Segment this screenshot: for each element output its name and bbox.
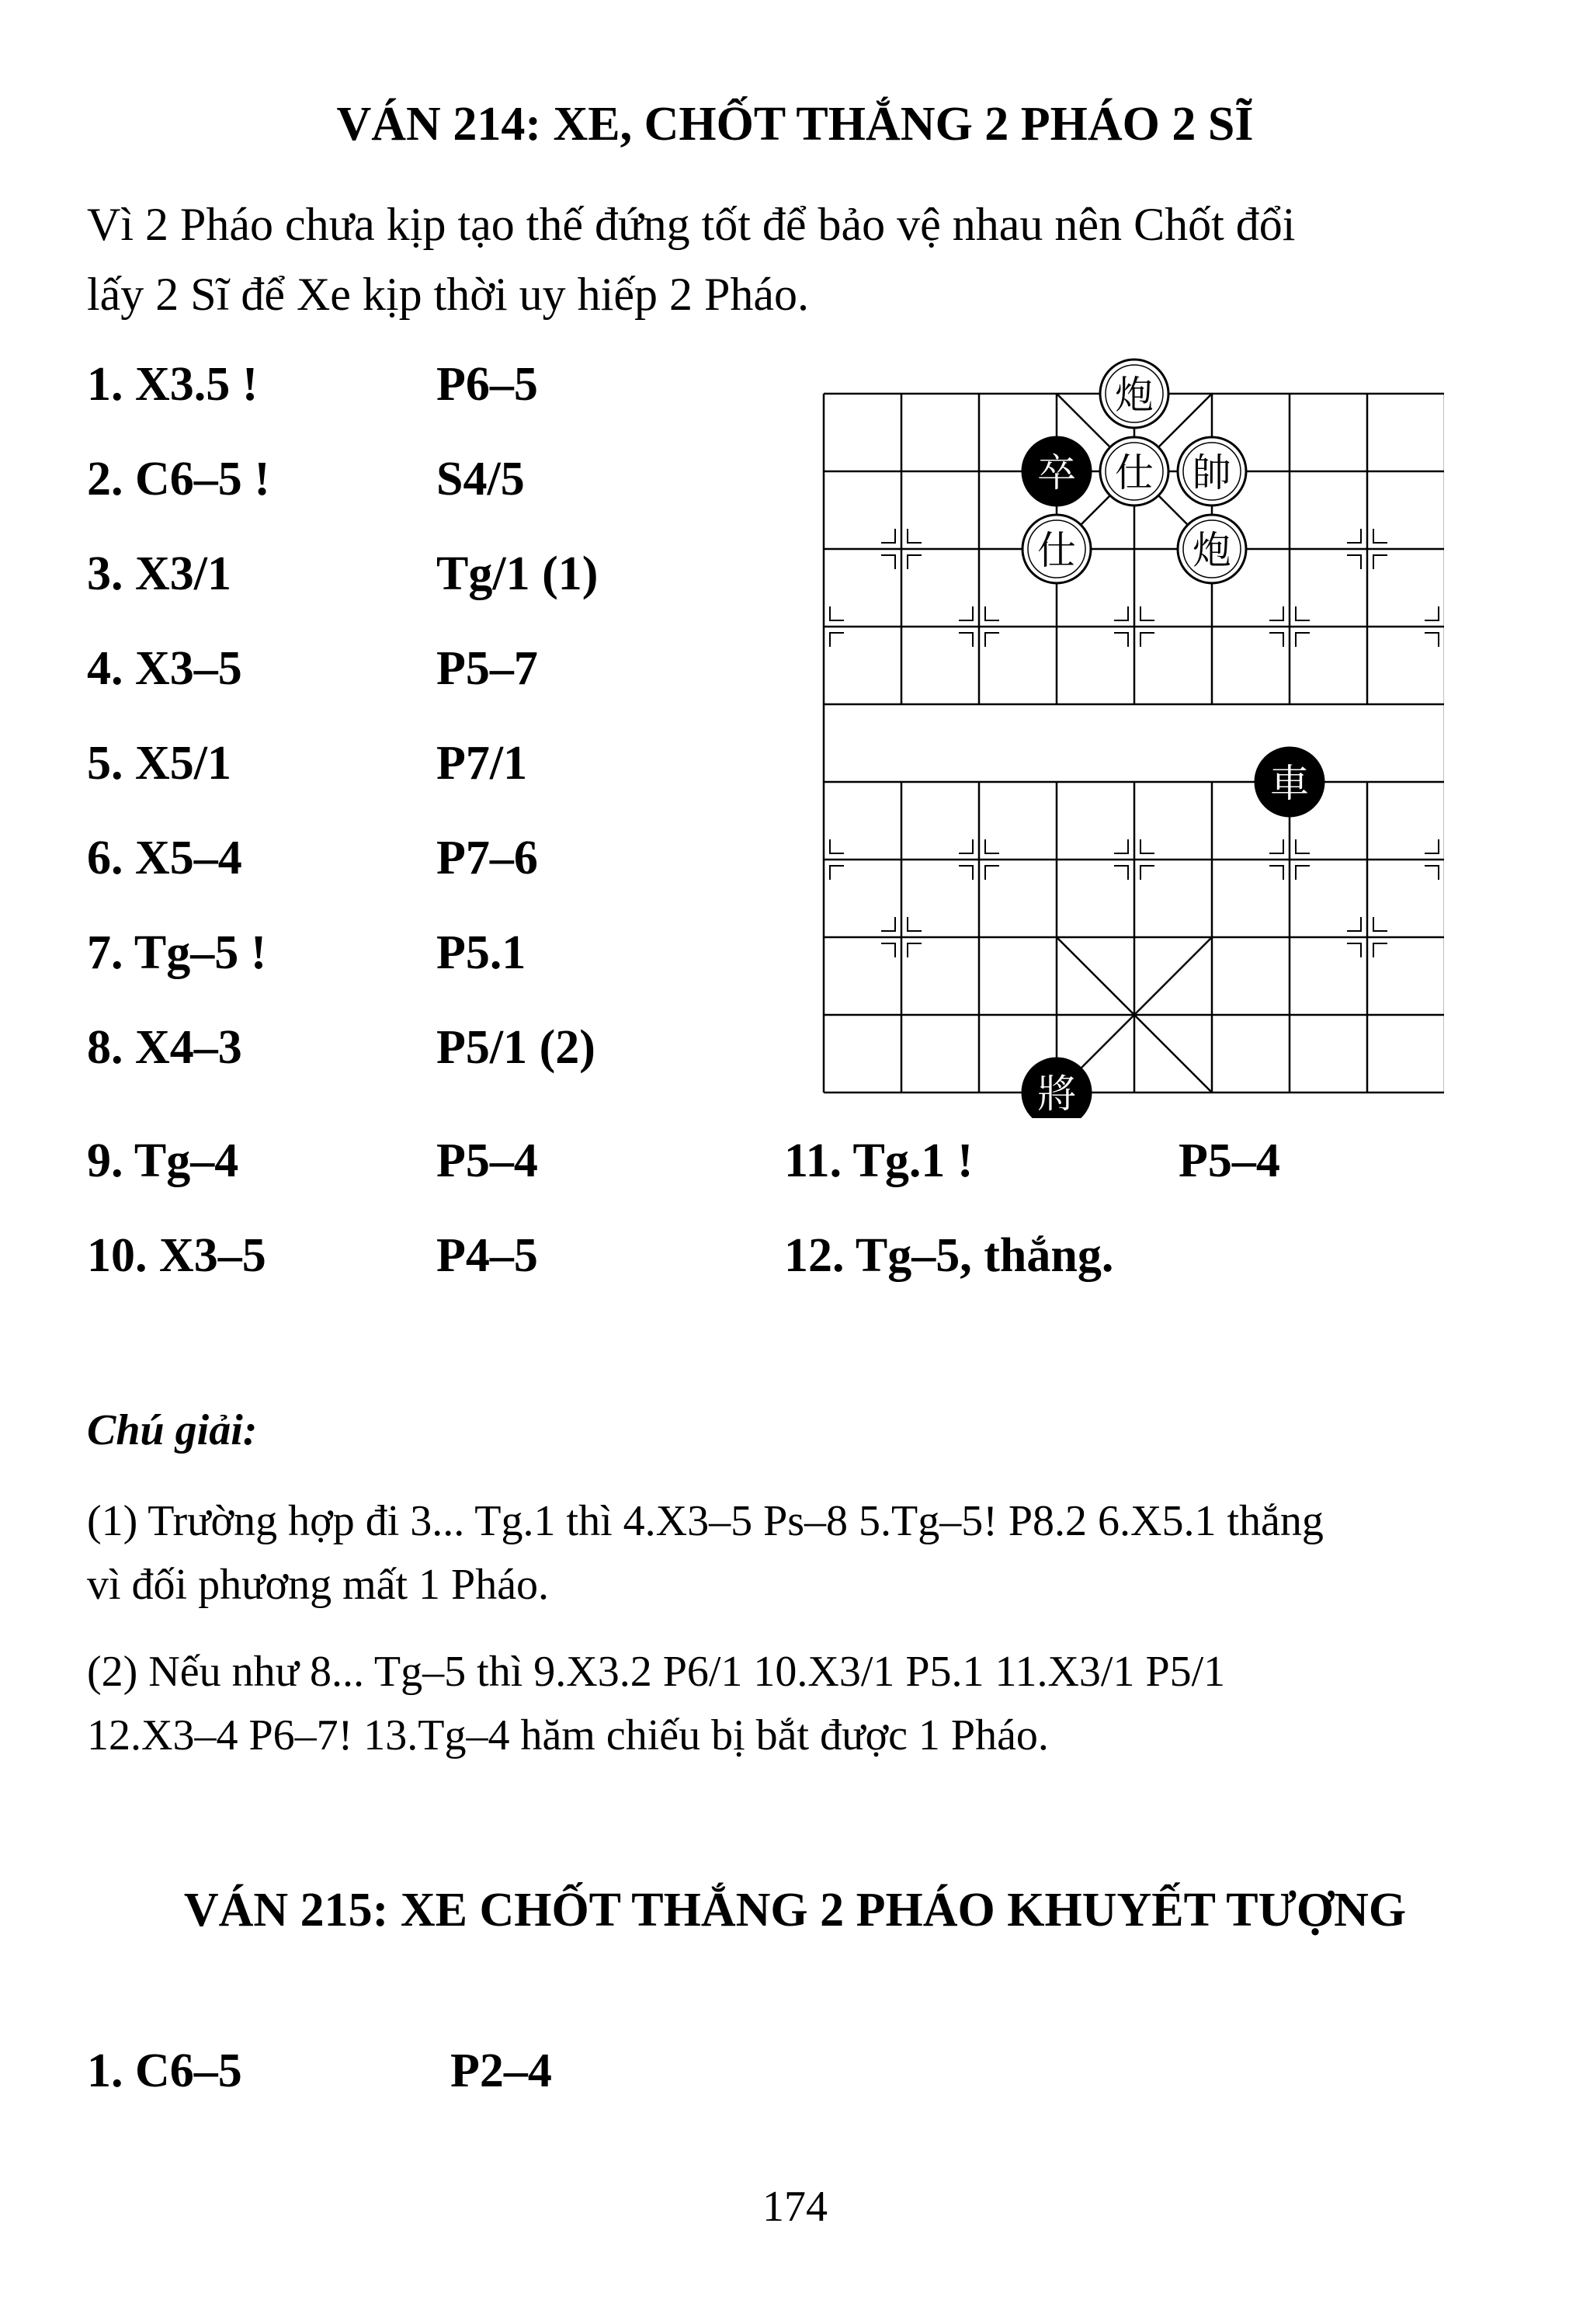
black-king-piece [1178,437,1246,505]
position-marker [1269,633,1283,647]
black-advisor-lower-glyph: 仕 [1037,528,1076,573]
position-marker [1269,866,1283,880]
move-10-red: 10. X3–5 [87,1229,266,1282]
position-marker [1269,839,1283,853]
notes-heading: Chú giải: [87,1406,258,1454]
red-chariot-glyph: 車 [1270,761,1309,806]
move-1-black: P6–5 [436,358,538,411]
position-marker [1373,917,1387,931]
note-1-line-1: (1) Trường hợp đi 3... Tg.1 thì 4.X3–5 Ps–8 5.Tg–5! P8.2 6.X5.1 thắng [87,1497,1324,1545]
position-marker [1347,555,1361,569]
move-11-red: 11. Tg.1 ! [784,1134,974,1187]
move-8-black: P5/1 (2) [436,1021,595,1074]
move-2-black: S4/5 [436,453,525,505]
position-marker [1425,866,1439,880]
position-marker [1140,633,1154,647]
note-1-line-2: vì đối phương mất 1 Pháo. [87,1561,550,1609]
game-215-title: VÁN 215: XE CHỐT THẮNG 2 PHÁO KHUYẾT TƯỢNG [183,1884,1407,1937]
move-7-red: 7. Tg–5 ! [87,926,267,979]
position-marker [1347,529,1361,543]
position-marker [1114,606,1128,620]
position-marker [830,839,844,853]
position-marker [985,866,999,880]
note-2-line-1: (2) Nếu như 8... Tg–5 thì 9.X3.2 P6/1 10.X3/1 P5.1 11.X3/1 P5/1 [87,1648,1226,1696]
position-marker [908,555,922,569]
position-marker [881,529,895,543]
position-marker [1347,943,1361,957]
move-9-red: 9. Tg–4 [87,1134,239,1187]
black-cannon-top-piece [1100,360,1168,428]
position-marker [1140,866,1154,880]
black-cannon-lower-glyph: 炮 [1192,528,1231,573]
game-214-intro-line-2: lấy 2 Sĩ để Xe kịp thời uy hiếp 2 Pháo. [87,269,809,320]
position-marker [1296,633,1310,647]
position-marker [1296,606,1310,620]
position-marker [908,917,922,931]
black-advisor-lower-piece [1022,515,1091,583]
black-advisor-upper-glyph: 仕 [1115,450,1154,495]
position-marker [881,917,895,931]
position-marker [830,606,844,620]
move-11-black: P5–4 [1179,1134,1280,1187]
position-marker [959,866,973,880]
move-4-black: P5–7 [436,642,538,695]
move-3-red: 3. X3/1 [87,547,231,600]
red-king-piece [1022,1058,1091,1118]
position-marker [1140,839,1154,853]
page-number: 174 [762,2183,828,2231]
move-3-black: Tg/1 (1) [436,547,599,600]
position-marker [1373,943,1387,957]
move-6-red: 6. X5–4 [87,832,242,884]
position-marker [830,633,844,647]
position-marker [1296,839,1310,853]
move-5-red: 5. X5/1 [87,737,231,790]
position-marker [908,529,922,543]
position-marker [1114,839,1128,853]
move-4-red: 4. X3–5 [87,642,242,695]
game-214-intro-line-1: Vì 2 Pháo chưa kịp tạo thế đứng tốt để bảo vệ nhau nên Chốt đổi [87,199,1296,250]
move-6-black: P7–6 [436,832,538,884]
move-8-red: 8. X4–3 [87,1021,242,1074]
black-cannon-lower-piece [1178,515,1246,583]
red-chariot-piece [1255,748,1324,816]
red-pawn-piece [1022,437,1091,505]
red-pawn-glyph: 卒 [1037,450,1076,495]
position-marker [1114,866,1128,880]
position-marker [1296,866,1310,880]
game-214-title: VÁN 214: XE, CHỐT THẮNG 2 PHÁO 2 SĨ [336,98,1254,151]
position-marker [881,555,895,569]
position-marker [1140,606,1154,620]
move-12-red: 12. Tg–5, thắng. [784,1229,1114,1282]
black-king-glyph: 帥 [1192,450,1231,495]
black-cannon-top-glyph: 炮 [1115,373,1154,418]
position-marker [1425,633,1439,647]
move-1-red: 1. X3.5 ! [87,358,259,411]
position-marker [959,839,973,853]
red-king-glyph: 將 [1037,1072,1076,1117]
position-marker [985,606,999,620]
move-5-black: P7/1 [436,737,528,790]
black-advisor-upper-piece [1100,437,1168,505]
xiangqi-board-diagram [800,349,1444,1118]
position-marker [959,606,973,620]
move-2-red: 2. C6–5 ! [87,453,270,505]
note-2-line-2: 12.X3–4 P6–7! 13.Tg–4 hăm chiếu bị bắt được 1 Pháo. [87,1711,1049,1760]
position-marker [959,633,973,647]
move-10-black: P4–5 [436,1229,538,1282]
move-7-black: P5.1 [436,926,526,979]
position-marker [1425,606,1439,620]
position-marker [985,633,999,647]
position-marker [1347,917,1361,931]
position-marker [1373,555,1387,569]
position-marker [881,943,895,957]
position-marker [1373,529,1387,543]
game-215-move-1-red: 1. C6–5 [87,2044,242,2097]
move-9-black: P5–4 [436,1134,538,1187]
position-marker [908,943,922,957]
position-marker [1269,606,1283,620]
game-215-move-1-black: P2–4 [450,2044,552,2097]
position-marker [1114,633,1128,647]
position-marker [1425,839,1439,853]
position-marker [830,866,844,880]
position-marker [985,839,999,853]
